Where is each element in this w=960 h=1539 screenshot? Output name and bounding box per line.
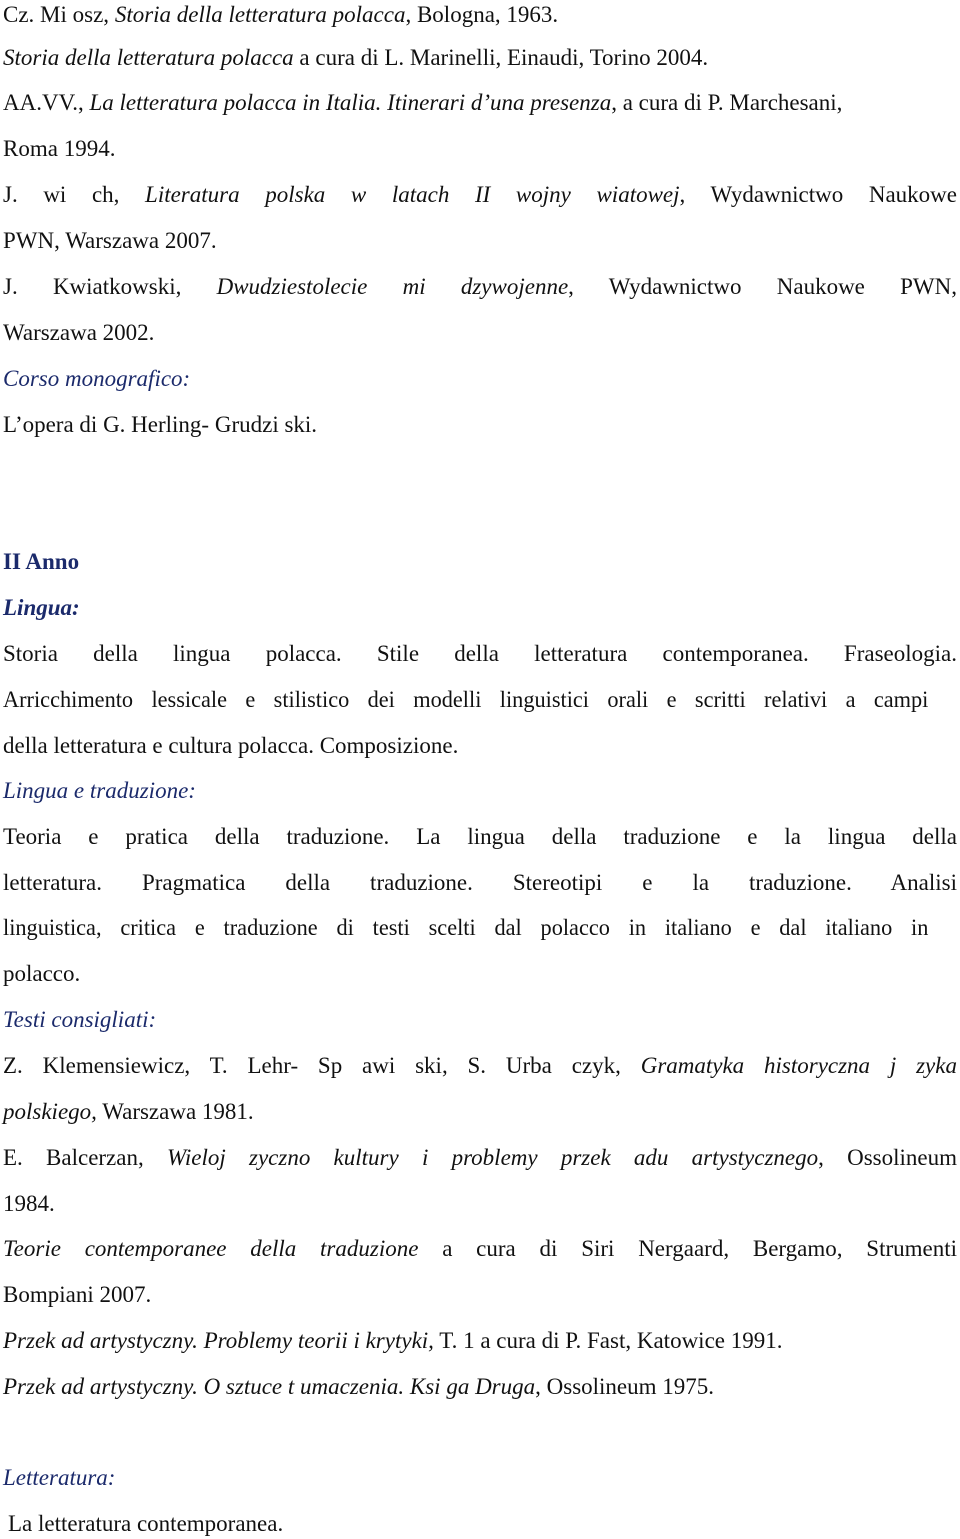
section-heading-lingua: Lingua: (3, 595, 80, 620)
bib-entry-klemensiewicz-cont: polskiego, Warszawa 1981. (3, 1099, 254, 1124)
bib-entry-swirszczynska-cont: PWN, Warszawa 2007. (3, 228, 217, 253)
paragraph-lingua-line-2: Arricchimento lessicale e stilistico dei modelli linguistici orali e scritti relativi a campi (3, 687, 929, 712)
bib-entry-aavv: AA.VV., La letteratura polacca in Italia. Itinerari d’una presenza, a cura di P. Marchesani, (3, 90, 843, 115)
bib-entry-marinelli: Storia della letteratura polacca a cura di L. Marinelli, Einaudi, Torino 2004. (3, 45, 709, 70)
paragraph-traduzione-line-2: letteratura. Pragmatica della traduzione. Stereotipi e la traduzione. Analisi (3, 870, 957, 895)
section-heading-letteratura: Letteratura: (3, 1465, 116, 1490)
bib-entry-swirszczynska: J. wi ch, Literatura polska w latach II wojny wiatowej, Wydawnictwo Naukowe (3, 182, 957, 207)
section-heading-corso-monografico: Corso monografico: (3, 366, 191, 391)
bib-entry-kwiatkowski: J. Kwiatkowski, Dwudziestolecie mi dzywojenne, Wydawnictwo Naukowe PWN, (3, 274, 957, 299)
bib-entry-nergaard: Teorie contemporanee della traduzione a cura di Siri Nergaard, Bergamo, Strumenti (3, 1236, 957, 1261)
bib-entry-fast: Przek ad artystyczny. Problemy teorii i krytyki, T. 1 a cura di P. Fast, Katowice 1991. (3, 1328, 783, 1353)
paragraph-traduzione-line-1: Teoria e pratica della traduzione. La lingua della traduzione e la lingua della (3, 824, 957, 849)
bib-entry-kwiatkowski-cont: Warszawa 2002. (3, 320, 155, 345)
bib-entry-nergaard-cont: Bompiani 2007. (3, 1282, 152, 1307)
paragraph-corso-monografico: L’opera di G. Herling- Grudzi ski. (3, 412, 318, 437)
bib-entry-milosz: Cz. Mi osz, Storia della letteratura polacca, Bologna, 1963. (3, 2, 559, 27)
section-heading-lingua-traduzione: Lingua e traduzione: (3, 778, 196, 803)
bib-entry-przeklad-ossolineum: Przek ad artystyczny. O sztuce t umaczenia. Ksi ga Druga, Ossolineum 1975. (3, 1374, 715, 1399)
year-heading-ii-anno: II Anno (3, 549, 80, 574)
paragraph-letteratura: La letteratura contemporanea. (8, 1511, 284, 1536)
bib-entry-klemensiewicz: Z. Klemensiewicz, T. Lehr- Sp awi ski, S. Urba czyk, Gramatyka historyczna j zyka (3, 1053, 957, 1078)
bib-entry-aavv-cont: Roma 1994. (3, 136, 116, 161)
paragraph-lingua-line-3: della letteratura e cultura polacca. Composizione. (3, 733, 459, 758)
paragraph-traduzione-line-4: polacco. (3, 961, 81, 986)
bib-entry-balcerzan-cont: 1984. (3, 1191, 55, 1216)
section-heading-testi-consigliati: Testi consigliati: (3, 1007, 157, 1032)
bib-entry-balcerzan: E. Balcerzan, Wieloj zyczno kultury i problemy przek adu artystycznego, Ossolineum (3, 1145, 958, 1170)
paragraph-lingua-line-1: Storia della lingua polacca. Stile della letteratura contemporanea. Fraseologia. (3, 641, 957, 666)
paragraph-traduzione-line-3: linguistica, critica e traduzione di testi scelti dal polacco in italiano e dal italiano in (3, 915, 929, 940)
